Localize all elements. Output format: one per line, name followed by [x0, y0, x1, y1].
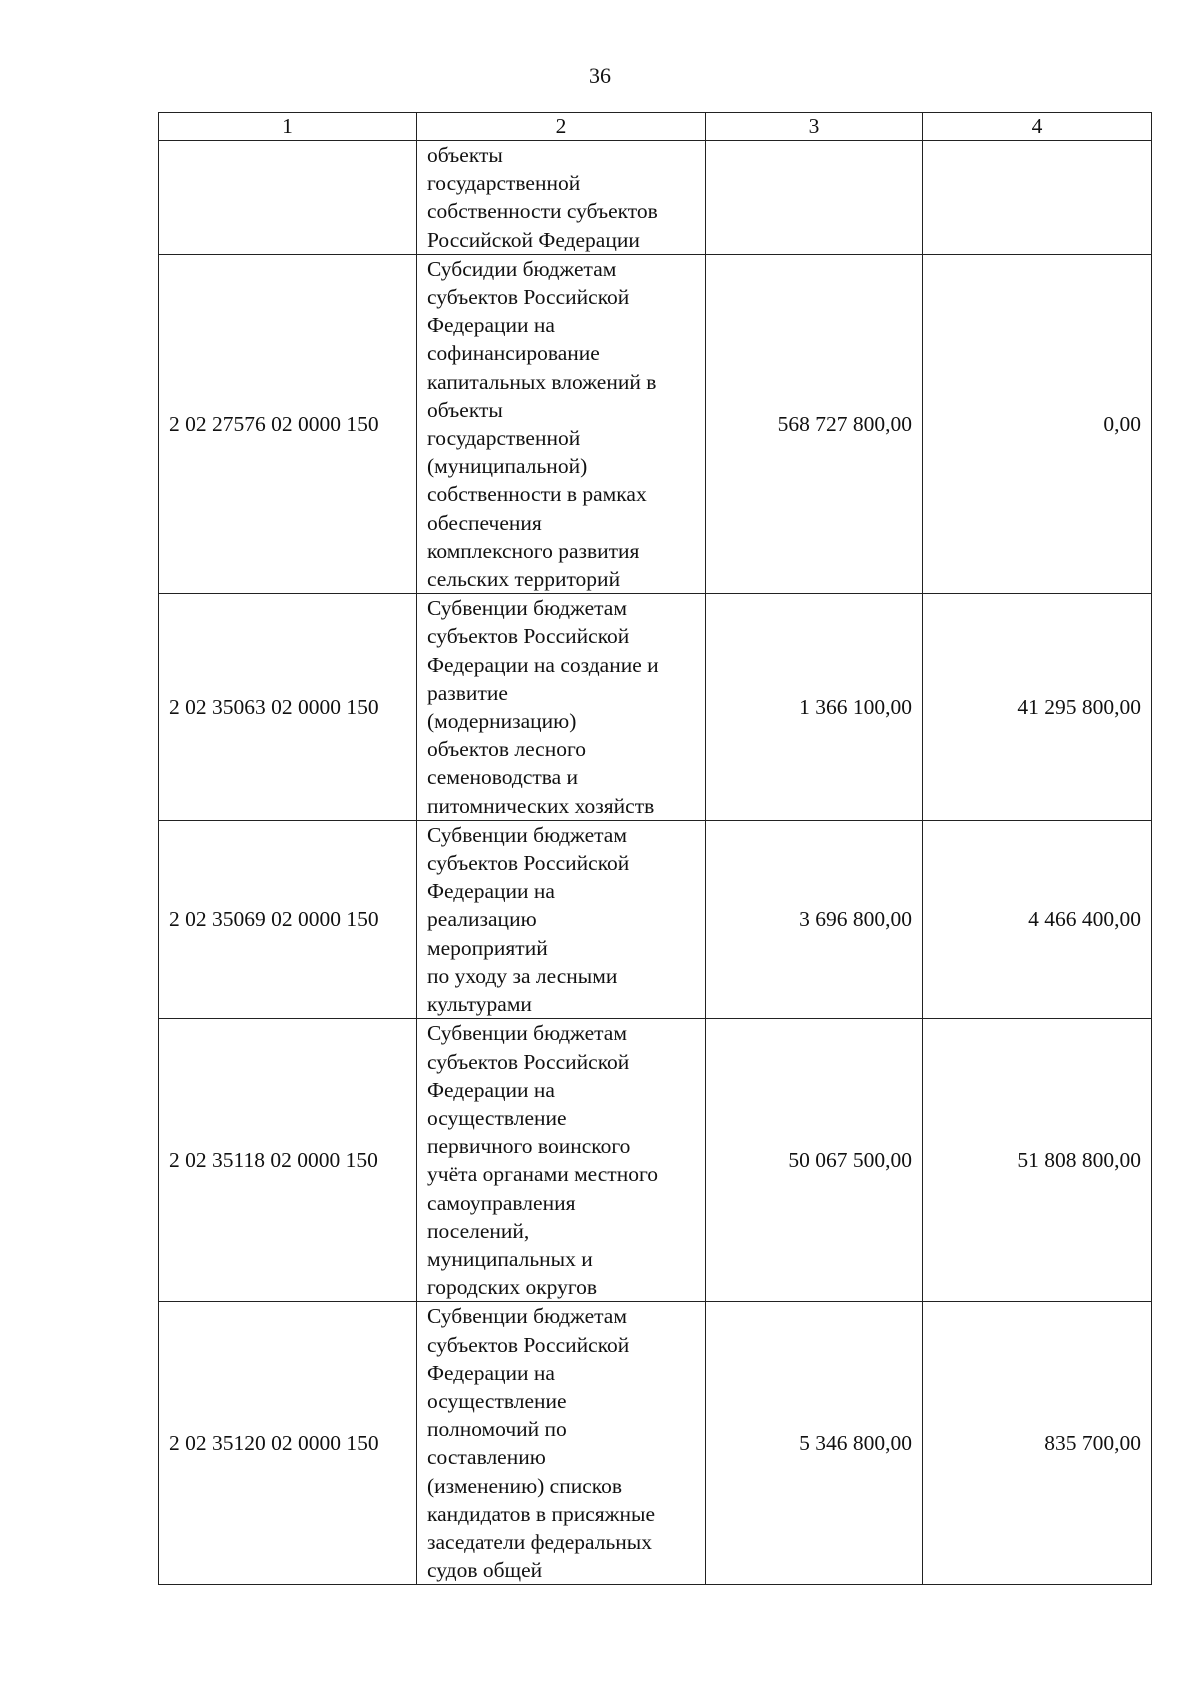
table-row: [159, 820, 1152, 1018]
column-header-4: 4: [923, 113, 1152, 141]
value-cell-col3: 50 067 500,00: [706, 1019, 923, 1302]
value-cell-col4: 41 295 800,00: [923, 594, 1152, 821]
value-cell-col3: 3 696 800,00: [706, 820, 923, 1018]
description-cell: Субвенции бюджетам субъектов Российской Федерации на создание и развитие (модернизацию) объектов лесного семеноводства и питомнических хозяйств: [417, 594, 706, 821]
value-cell-col4: 4 466 400,00: [923, 820, 1152, 1018]
header-row: [159, 113, 1152, 141]
value-cell-col3: 568 727 800,00: [706, 254, 923, 593]
value-cell-col4: 0,00: [923, 254, 1152, 593]
value-cell-col3: 5 346 800,00: [706, 1302, 923, 1585]
table-row: [159, 254, 1152, 593]
budget-table: [158, 112, 1152, 1585]
value-cell-col3: [706, 141, 923, 255]
table-row: [159, 141, 1152, 255]
table-row: [159, 594, 1152, 821]
description-cell: объекты государственной собственности субъектов Российской Федерации: [417, 141, 706, 255]
description-cell: Субвенции бюджетам субъектов Российской Федерации на реализацию мероприятий по уходу за лесными культурами: [417, 820, 706, 1018]
value-cell-col3: 1 366 100,00: [706, 594, 923, 821]
description-cell: Субвенции бюджетам субъектов Российской Федерации на осуществление полномочий по составлению (изменению) списков кандидатов в присяжные заседатели федеральных судов общей: [417, 1302, 706, 1585]
column-header-1: 1: [159, 113, 417, 141]
description-cell: Субвенции бюджетам субъектов Российской Федерации на осуществление первичного воинского учёта органами местного самоуправления поселений, муниципальных и городских округов: [417, 1019, 706, 1302]
budget-code-cell: 2 02 35120 02 0000 150: [159, 1302, 417, 1585]
value-cell-col4: 835 700,00: [923, 1302, 1152, 1585]
budget-code-cell: 2 02 35069 02 0000 150: [159, 820, 417, 1018]
budget-code-cell: 2 02 35118 02 0000 150: [159, 1019, 417, 1302]
budget-code-cell: 2 02 35063 02 0000 150: [159, 594, 417, 821]
value-cell-col4: 51 808 800,00: [923, 1019, 1152, 1302]
description-cell: Субсидии бюджетам субъектов Российской Федерации на софинансирование капитальных вложений в объекты государственной (муниципальной) собственности в рамках обеспечения комплексного развития сельских территорий: [417, 254, 706, 593]
budget-code-cell: 2 02 27576 02 0000 150: [159, 254, 417, 593]
column-header-2: 2: [417, 113, 706, 141]
value-cell-col4: [923, 141, 1152, 255]
budget-code-cell: [159, 141, 417, 255]
table-row: [159, 1019, 1152, 1302]
column-header-3: 3: [706, 113, 923, 141]
page-number: 36: [589, 63, 611, 88]
table-row: [159, 1302, 1152, 1585]
